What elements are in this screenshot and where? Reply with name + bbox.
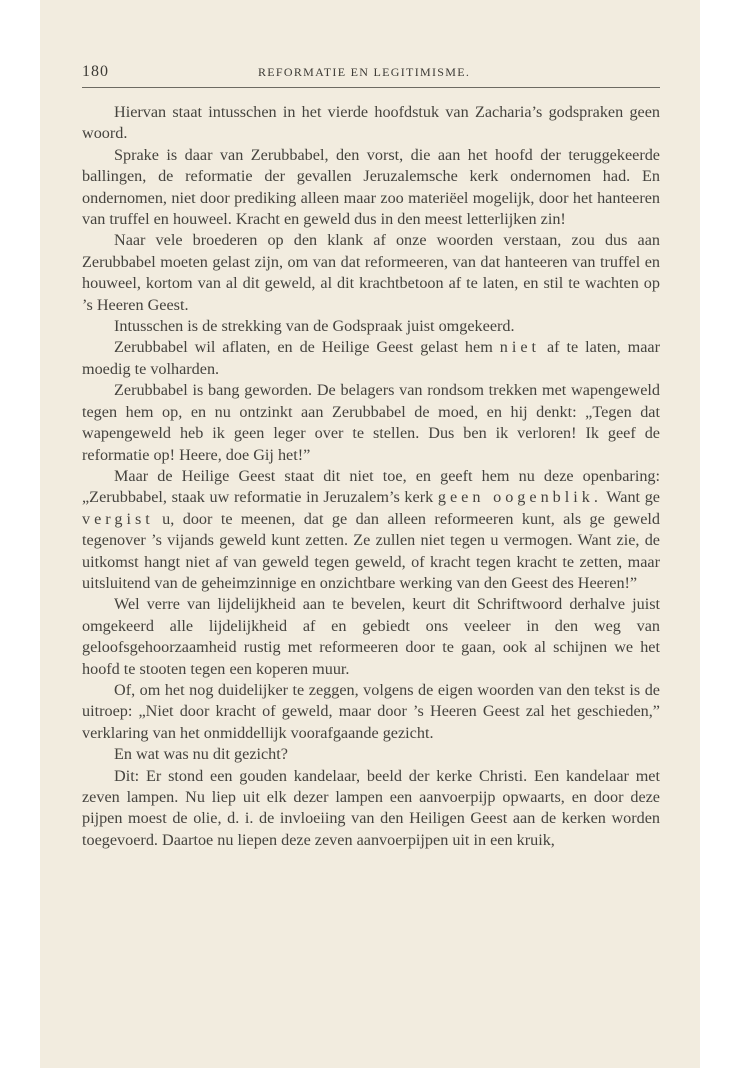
paragraph: Intusschen is de strekking van de Godspraak juist omgekeerd. [114,317,515,336]
text-run: Want ge [601,488,660,507]
text-run: af te laten, maar moedig te volharden. [82,338,660,378]
spaced-emphasis: geen oogenblik. [437,488,602,507]
running-title: REFORMATIE EN LEGITIMISME. [258,65,471,79]
paragraph: Dit: Er stond een gouden kandelaar, beeld der kerke Christi. Een kandelaar met zeven lampen. Nu liep uit elk dezer lampen een aanvoerpijp opwaarts, en door deze pijpen moest de olie, d. i. de invloeiing van den Heiligen Geest aan de kerken worden toegevoerd. Daartoe nu liepen deze zeven aanvoerpijpen uit in een kruik, [82,766,660,849]
spaced-emphasis: niet [499,338,541,357]
paragraph: Sprake is daar van Zerubbabel, den vorst, die aan het hoofd der teruggekeerde ballingen, de reformatie der gevallen Jeruzalemsche kerk ondernomen had. En ondernomen, niet door prediking alleen maar zoo materiëel mogelijk, door het hanteeren van truffel en houweel. Kracht en geweld dus in den meest letterlijken zin! [82,145,660,229]
paragraph: Naar vele broederen op den klank af onze woorden verstaan, zou dus aan Zerubbabel moeten gelast zijn, om van dat reformeeren, van dat hanteeren van truffel en houweel, kortom van al dit geweld, al dit krachtbetoon af te laten, en stil te wachten op ’s Heeren Geest. [82,231,660,314]
paragraph: Hiervan staat intusschen in het vierde hoofdstuk van Zacharia’s godspraken geen woord. [82,103,660,143]
paragraph [82,337,660,380]
text-run: u, door te meenen, dat ge dan alleen reformeeren kunt, als ge geweld tegenover ’s vijands geweld kunt zetten. Ze zullen niet tegen u vermogen. Want zie, de uitkomst hangt niet af van geweld tegen geweld, of kracht tegen kracht te zetten, maar uitsluitend van de geheimzinnige en onzichtbare werking van den Geest des Heeren!” [82,509,660,592]
paragraph: Zerubbabel is bang geworden. De belagers van rondsom trekken met wapengeweld tegen hem op, en nu ontzinkt aan Zerubbabel de moed, en hij denkt: „Tegen dat wapengeweld heb ik geen leger over te stellen. Dus ben ik verloren! Ik geef de reformatie op! Heere, doe Gij het!” [82,381,660,464]
paragraph [82,466,660,594]
text-run: Zerubbabel wil aflaten, en de Heilige Geest gelast hem [114,338,500,357]
body-text [82,102,660,851]
header-rule [82,87,660,88]
page-number: 180 [82,63,109,80]
paragraph: Wel verre van lijdelijkheid aan te bevelen, keurt dit Schriftwoord derhalve juist omgekeerd alle lijdelijkheid af en gebiedt ons veeleer in den weg van geloofsgehoorzaamheid rustig met reformeeren door te gaan, ook al schijnen we het hoofd te stooten tegen een koperen muur. [82,595,660,678]
paragraph: En wat was nu dit gezicht? [114,745,288,764]
page-header [82,63,662,83]
text-run: Maar de Heilige Geest staat dit niet toe, en geeft hem nu deze openbaring: „Zerubbabel, staak uw reformatie in Jeruzalem’s kerk [82,466,660,507]
paragraph: Of, om het nog duidelijker te zeggen, volgens de eigen woorden van den tekst is de uitroep: „Niet door kracht of geweld, maar door ’s Heeren Geest zal het geschieden,” verklaring van het onmiddellijk voorafgaande gezicht. [82,680,660,742]
spaced-emphasis: vergist [82,509,154,528]
